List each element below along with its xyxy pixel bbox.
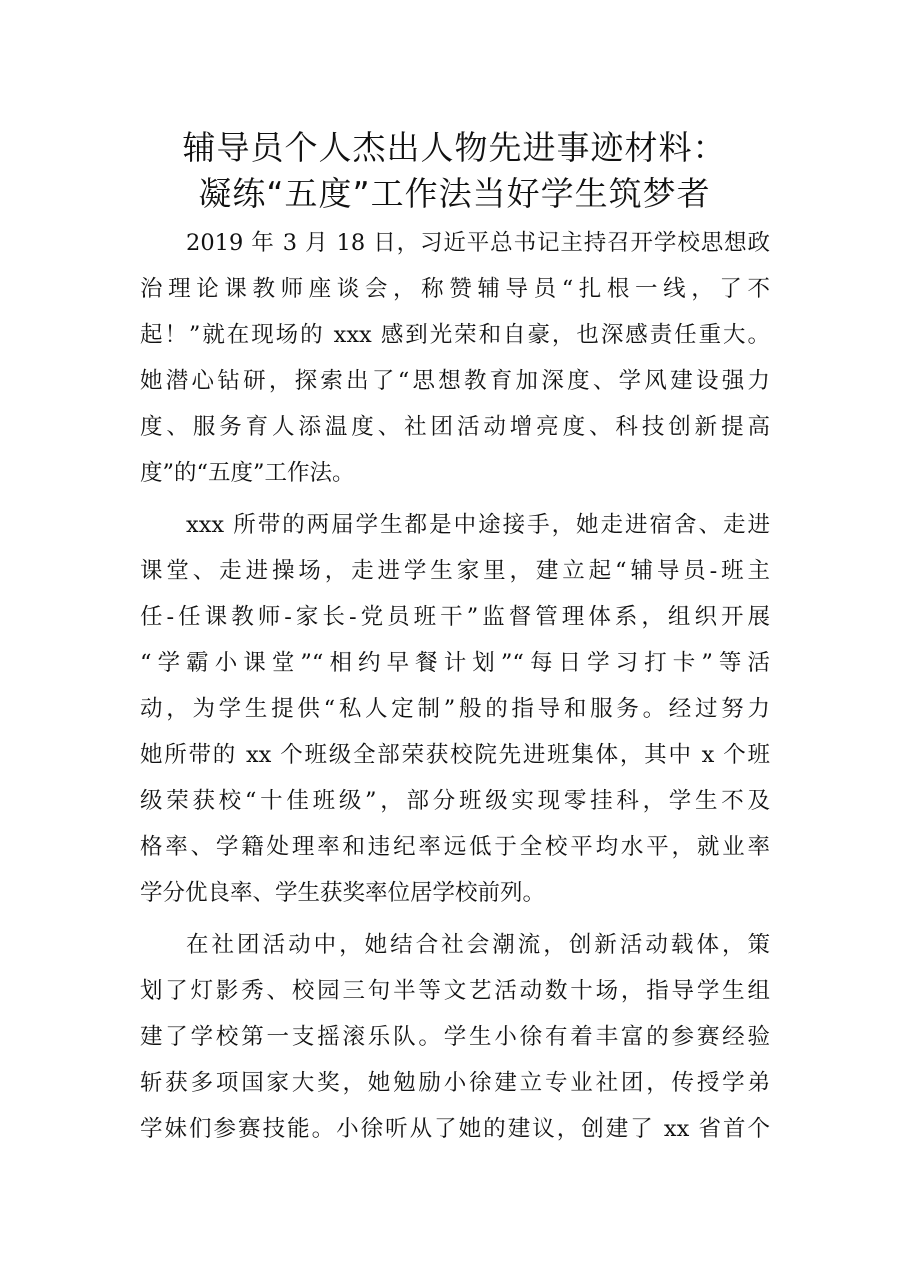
paragraph-3-line: 在社团活动中，她结合社会潮流，创新活动载体，策 — [186, 932, 770, 958]
paragraph-1-line: 2019 年 3 月 18 日，习近平总书记主持召开学校思想政 — [186, 230, 770, 256]
paragraph-2-line: xxx 所带的两届学生都是中途接手，她走进宿舍、走进 — [186, 512, 770, 538]
paragraph-2-line: 级荣获校“十佳班级”，部分班级实现零挂科，学生不及 — [140, 788, 770, 814]
paragraph-1-line: 起！”就在现场的 xxx 感到光荣和自豪，也深感责任重大。 — [140, 322, 770, 348]
paragraph-2-line: 学分优良率、学生获奖率位居学校前列。 — [140, 880, 546, 906]
paragraph-3-line: 建了学校第一支摇滚乐队。学生小徐有着丰富的参赛经验 — [140, 1024, 770, 1050]
paragraph-3-line: 学妹们参赛技能。小徐听从了她的建议，创建了 xx 省首个 — [140, 1116, 770, 1142]
paragraph-1-line: 她潜心钻研，探索出了“思想教育加深度、学风建设强力 — [140, 368, 770, 394]
paragraph-1-line: 度”的“五度”工作法。 — [140, 460, 355, 486]
document-title-line-2: 凝练“五度”工作法当好学生筑梦者 — [198, 174, 711, 213]
paragraph-1-line: 度、服务育人添温度、社团活动增亮度、科技创新提高 — [140, 414, 770, 440]
paragraph-2-line: 课堂、走进操场，走进学生家里，建立起“辅导员-班主 — [140, 558, 770, 584]
paragraph-2-line: 她所带的 xx 个班级全部荣获校院先进班集体，其中 x 个班 — [140, 742, 770, 768]
paragraph-2-line: “学霸小课堂”“相约早餐计划”“每日学习打卡”等活 — [140, 650, 770, 676]
paragraph-1-line: 治理论课教师座谈会，称赞辅导员“扎根一线，了不 — [140, 276, 770, 302]
paragraph-3-line: 划了灯影秀、校园三句半等文艺活动数十场，指导学生组 — [140, 978, 770, 1004]
paragraph-2-line: 动，为学生提供“私人定制”般的指导和服务。经过努力 — [140, 696, 770, 722]
paragraph-3-line: 斩获多项国家大奖，她勉励小徐建立专业社团，传授学弟 — [140, 1070, 770, 1096]
paragraph-2-line: 格率、学籍处理率和违纪率远低于全校平均水平，就业率 — [140, 834, 770, 860]
document-title-line-1: 辅导员个人杰出人物先进事迹材料： — [182, 128, 727, 167]
paragraph-2-line: 任-任课教师-家长-党员班干”监督管理体系，组织开展 — [140, 604, 770, 630]
